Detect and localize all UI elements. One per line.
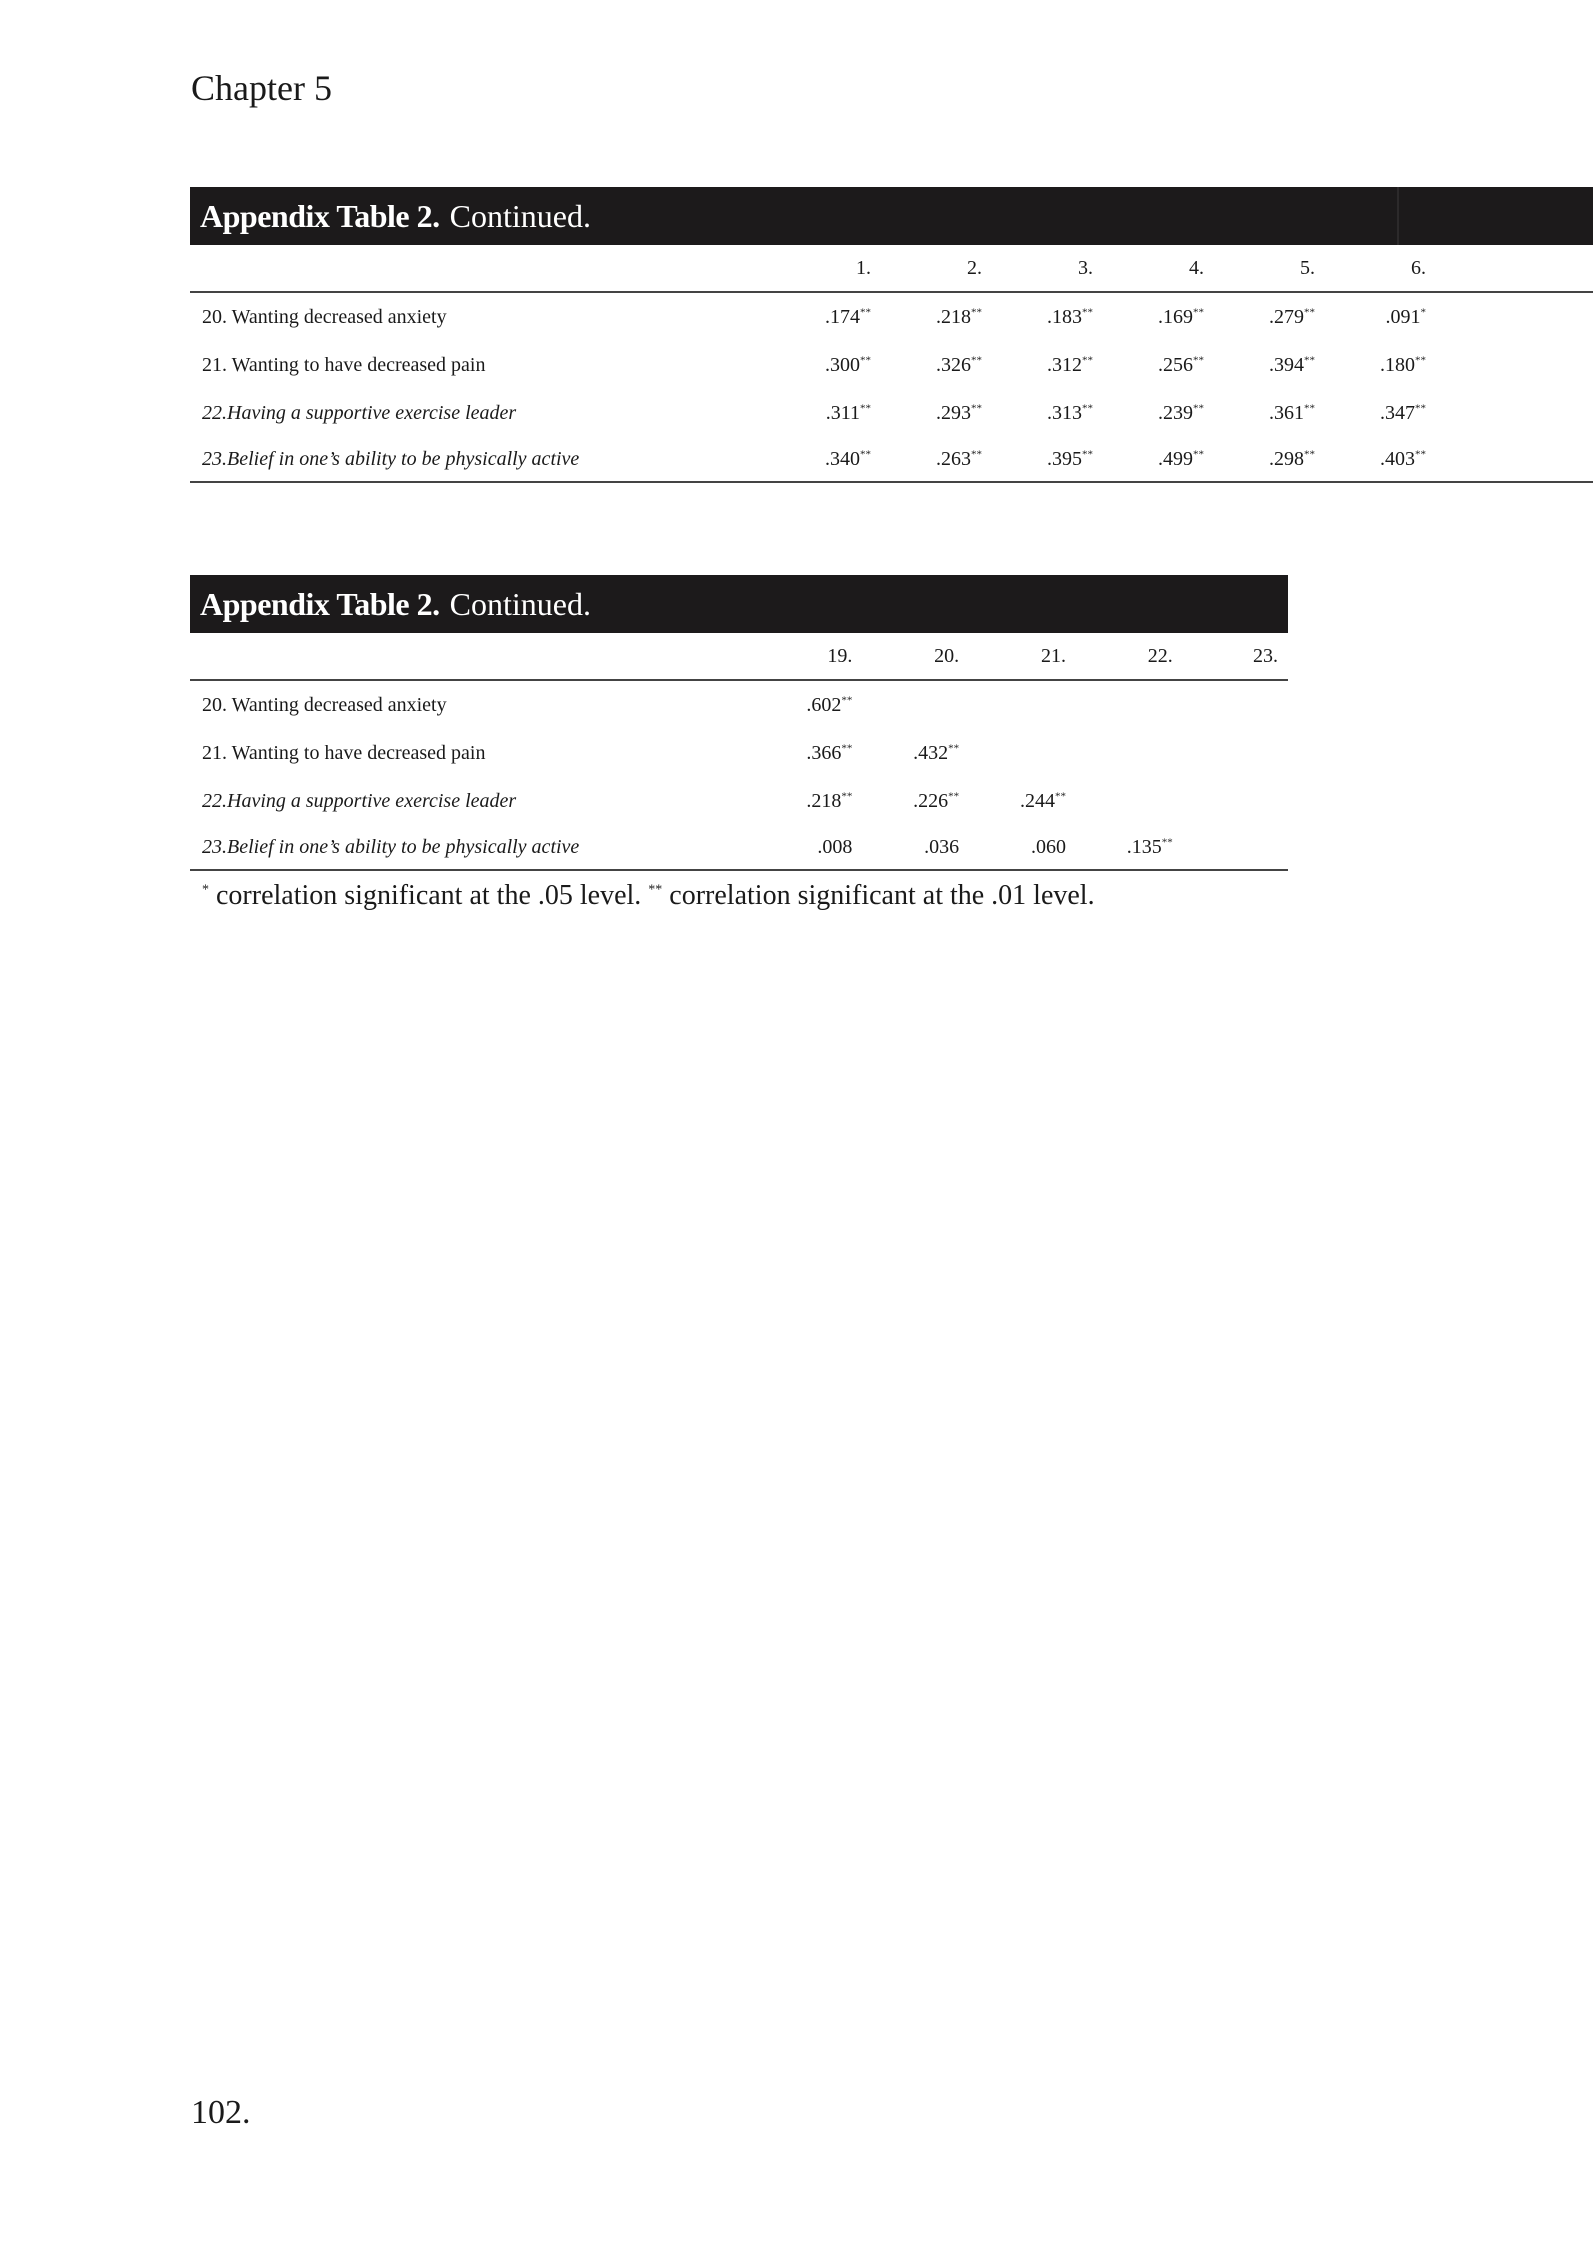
table-title-continued: Continued.	[449, 585, 591, 622]
table-footnote	[202, 880, 1095, 912]
table-row	[190, 341, 1593, 389]
column-header: 5.	[1214, 245, 1325, 292]
table-cell: .312**	[1047, 353, 1093, 376]
column-header: 3.	[992, 245, 1103, 292]
table-cell: .135**	[1076, 825, 1183, 870]
table-row	[190, 729, 1288, 777]
column-header-row	[190, 633, 1288, 680]
table-cell	[1183, 680, 1288, 729]
table-cell: .169**	[1158, 305, 1204, 328]
table-cell: .311**	[825, 401, 871, 424]
table-cell: .499**	[1103, 437, 1214, 482]
correlation-table	[190, 633, 1288, 871]
table-cell	[969, 680, 1076, 729]
table-cell: .060	[969, 825, 1076, 870]
banner-divider	[1397, 187, 1399, 245]
table-row	[190, 825, 1288, 870]
table-cell	[862, 680, 969, 729]
table-cell: .361**	[1269, 401, 1315, 424]
table-cell: .008	[756, 825, 863, 870]
page-number: 102.	[191, 2094, 251, 2131]
column-header: 20.	[862, 633, 969, 680]
table-cell	[1183, 729, 1288, 777]
spacer-cell	[1436, 437, 1593, 482]
correlation-table	[190, 245, 1593, 483]
table-cell	[1183, 777, 1288, 825]
footnote-text-01: correlation significant at the .01 level.	[662, 880, 1095, 911]
row-label-header	[190, 633, 756, 680]
table-cell: .180**	[1380, 353, 1426, 376]
row-label: 23.Belief in one’s ability to be physically active	[190, 825, 756, 870]
table-cell: .313**	[1047, 401, 1093, 424]
table-row	[190, 680, 1288, 729]
column-header: 21.	[969, 633, 1076, 680]
column-header-row	[190, 245, 1593, 292]
row-label: 23.Belief in one’s ability to be physically active	[190, 437, 770, 482]
table-cell: .244**	[1019, 789, 1066, 812]
column-header: 2.	[881, 245, 992, 292]
table-cell: .091*	[1385, 305, 1426, 328]
row-label-header	[190, 245, 770, 292]
column-header: 1.	[770, 245, 881, 292]
table-title-continued: Continued.	[449, 197, 591, 234]
chapter-heading: Chapter 5	[191, 68, 332, 108]
table-row	[190, 437, 1593, 482]
row-label: 21. Wanting to have decreased pain	[202, 741, 486, 764]
table-cell	[1076, 777, 1183, 825]
table-cell	[1076, 729, 1183, 777]
table-title-bold: Appendix Table 2.	[200, 585, 440, 622]
table-row	[190, 777, 1288, 825]
row-label: 21. Wanting to have decreased pain	[202, 353, 486, 376]
row-label: 20. Wanting decreased anxiety	[202, 305, 447, 328]
table-cell: .395**	[992, 437, 1103, 482]
table-cell	[1076, 680, 1183, 729]
spacer-header	[1436, 245, 1593, 292]
appendix-table-part-2	[190, 575, 1288, 871]
table-cell: .218**	[936, 305, 982, 328]
table-cell: .340**	[770, 437, 881, 482]
table-cell: .366**	[806, 741, 853, 764]
footnote-text-05: correlation significant at the .05 level.	[209, 880, 649, 911]
row-label: 22.Having a supportive exercise leader	[202, 401, 517, 424]
table-cell: .347**	[1380, 401, 1426, 424]
row-label: 22.Having a supportive exercise leader	[202, 789, 517, 812]
table-cell: .394**	[1269, 353, 1315, 376]
table-cell: .239**	[1158, 401, 1204, 424]
column-header: 6.	[1325, 245, 1436, 292]
table-cell: .256**	[1158, 353, 1204, 376]
table-cell: .326**	[936, 353, 982, 376]
footnote-mark-double: **	[648, 882, 663, 898]
table-cell: .279**	[1269, 305, 1315, 328]
table-cell: .174**	[825, 305, 871, 328]
table-cell: .432**	[913, 741, 960, 764]
column-header: 22.	[1076, 633, 1183, 680]
spacer-cell	[1436, 292, 1593, 341]
table-cell: .300**	[825, 353, 871, 376]
table-row	[190, 292, 1593, 341]
column-header: 23.	[1183, 633, 1288, 680]
appendix-table-part-1	[190, 187, 1593, 483]
table-cell: .226**	[913, 789, 960, 812]
table-cell: .183**	[1047, 305, 1093, 328]
table-title-banner	[190, 187, 1593, 245]
table-cell: .403**	[1325, 437, 1436, 482]
table-title-bold: Appendix Table 2.	[200, 197, 440, 234]
footnote-mark-single: *	[202, 882, 209, 898]
table-row	[190, 389, 1593, 437]
spacer-cell	[1436, 389, 1593, 437]
table-cell	[969, 729, 1076, 777]
spacer-cell	[1436, 341, 1593, 389]
column-header: 4.	[1103, 245, 1214, 292]
table-cell: .218**	[806, 789, 853, 812]
table-cell: .293**	[936, 401, 982, 424]
table-cell: .298**	[1214, 437, 1325, 482]
row-label: 20. Wanting decreased anxiety	[202, 693, 447, 716]
table-cell: .036	[862, 825, 969, 870]
table-cell	[1183, 825, 1288, 870]
table-title-banner	[190, 575, 1288, 633]
table-cell: .602**	[806, 693, 853, 716]
table-cell: .263**	[881, 437, 992, 482]
column-header: 19.	[756, 633, 863, 680]
